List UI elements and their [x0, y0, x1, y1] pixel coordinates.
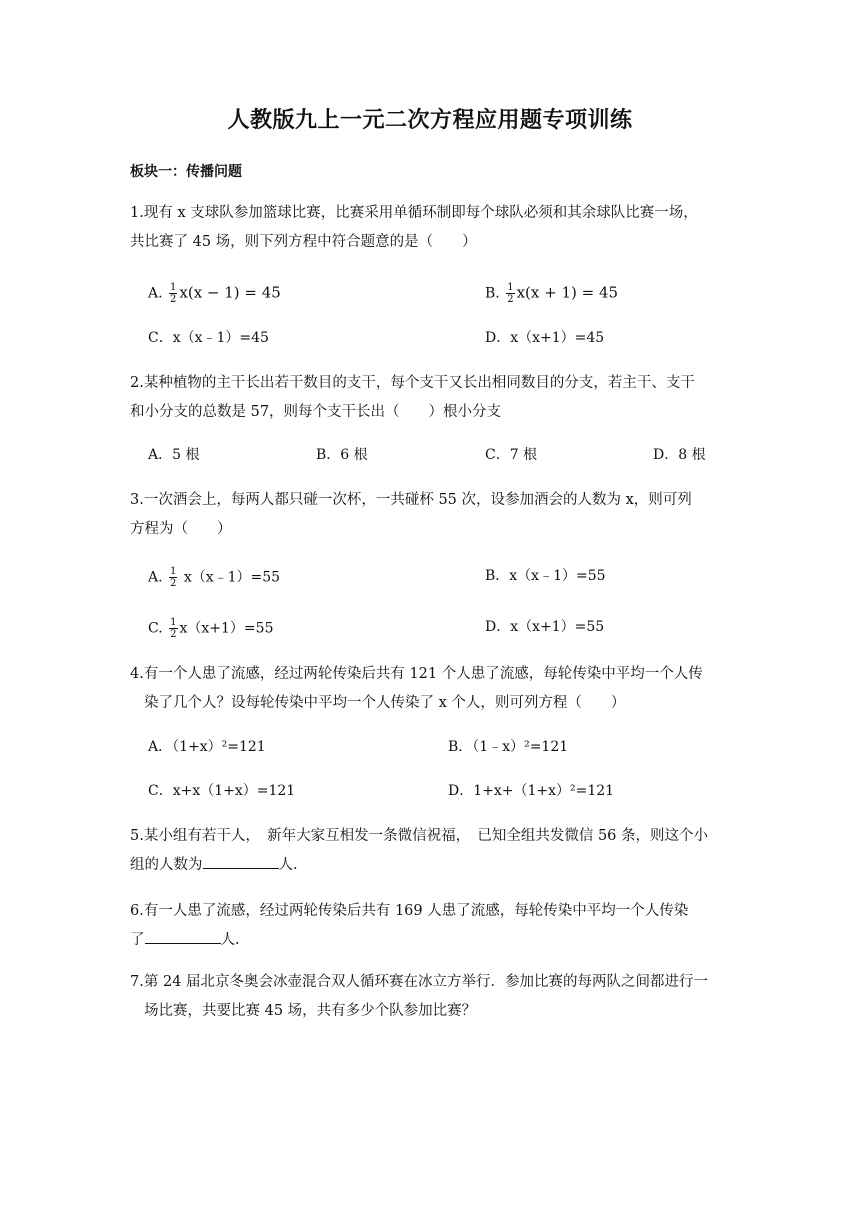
- q4-option-d: D．1+x+（1+x）²=121: [448, 783, 615, 799]
- q3-option-a: [148, 566, 280, 589]
- question-4: [130, 660, 735, 718]
- question-6-line-2: [130, 926, 735, 955]
- answer-blank[interactable]: [203, 852, 279, 869]
- q1-option-d: D．x（x+1）=45: [485, 330, 605, 346]
- question-3-line-2: 方程为（ ）: [130, 521, 232, 537]
- fraction-half: $\frac{1}{2}$: [170, 566, 177, 589]
- fraction-half: $\frac{1}{2}$: [170, 617, 177, 640]
- q4-option-c: C．x+x（1+x）=121: [148, 783, 296, 799]
- question-7-line-1: 7.第 24 届北京冬奥会冰壶混合双人循环赛在冰立方举行．参加比赛的每两队之间都进行一: [130, 974, 708, 990]
- question-7-line-2: 场比赛，共要比赛 45 场，共有多少个队参加比赛？: [144, 1003, 477, 1019]
- q2-option-c: C．7 根: [485, 447, 538, 463]
- question-5-line-2-start: 组的人数为: [130, 857, 203, 873]
- question-1-line-1: 1.现有 x 支球队参加篮球比赛，比赛采用单循环制即每个球队必须和其余球队比赛一场，: [130, 205, 698, 221]
- fraction-half: $\frac{1}{2}$: [170, 282, 177, 305]
- question-3: [130, 486, 735, 544]
- q1-option-b: [485, 282, 618, 305]
- question-1-line-2: 共比赛了 45 场，则下列方程中符合题意的是（ ）: [130, 234, 477, 250]
- q3-option-a-expr: x（x﹣1）=55: [183, 569, 281, 586]
- q3-option-a-label: A.: [148, 569, 163, 586]
- q1-option-b-label: B.: [485, 285, 500, 302]
- q3-option-d: D．x（x+1）=55: [485, 619, 605, 635]
- page-title: 人教版九上一元二次方程应用题专项训练: [227, 108, 633, 133]
- question-1: [130, 199, 735, 257]
- q4-option-b: B．（1﹣x）²=121: [448, 739, 569, 755]
- q3-option-c-label: C.: [148, 620, 163, 637]
- question-5-line-2: [130, 851, 735, 880]
- q4-option-a: A．（1+x）²=121: [148, 739, 266, 755]
- question-5-line-1: 5.某小组有若干人， 新年大家互相发一条微信祝福， 已知全组共发微信 56 条，则这个小: [130, 828, 708, 844]
- q1-option-c: C．x（x﹣1）=45: [148, 330, 269, 346]
- question-6-line-2-start: 了: [130, 932, 145, 948]
- question-2-line-1: 2.某种植物的主干长出若干数目的支干，每个支干又长出相同数目的分支，若主干、支干: [130, 375, 695, 391]
- question-2: [130, 369, 735, 427]
- section-heading: 板块一：传播问题: [130, 164, 242, 180]
- fraction-half: $\frac{1}{2}$: [507, 282, 514, 305]
- question-4-line-1: 4.有一个人患了流感，经过两轮传染后共有 121 个人患了流感，每轮传染中平均一个人传: [130, 666, 703, 682]
- q2-option-d: D．8 根: [653, 447, 706, 463]
- q1-option-b-expr: x(x + 1) = 45: [516, 283, 619, 302]
- question-5-line-2-end: 人.: [278, 857, 298, 873]
- q2-option-b: B．6 根: [316, 447, 368, 463]
- q1-option-a-expr: x(x − 1) = 45: [179, 283, 281, 302]
- q3-option-c-expr: x（x+1）=55: [179, 620, 274, 637]
- q1-option-a: [148, 282, 281, 305]
- q3-option-c: [148, 617, 273, 640]
- question-5: [130, 822, 735, 880]
- q2-option-a: A．5 根: [148, 447, 200, 463]
- question-2-line-2: 和小分支的总数是 57，则每个支干长出（ ）根小分支: [130, 404, 502, 420]
- question-3-line-1: 3.一次酒会上，每两人都只碰一次杯，一共碰杯 55 次，设参加酒会的人数为 x，则可列: [130, 492, 692, 508]
- question-4-line-2: 染了几个人？设每轮传染中平均一个人传染了 x 个人，则可列方程（ ）: [144, 695, 626, 711]
- question-7: [130, 968, 735, 1026]
- question-6-line-1: 6.有一人患了流感，经过两轮传染后共有 169 人患了流感，每轮传染中平均一个人传染: [130, 903, 689, 919]
- answer-blank[interactable]: [145, 927, 221, 944]
- q3-option-b: B．x（x﹣1）=55: [485, 568, 606, 584]
- question-6-line-2-end: 人.: [220, 932, 240, 948]
- question-6: [130, 897, 735, 955]
- q1-option-a-label: A.: [148, 285, 163, 302]
